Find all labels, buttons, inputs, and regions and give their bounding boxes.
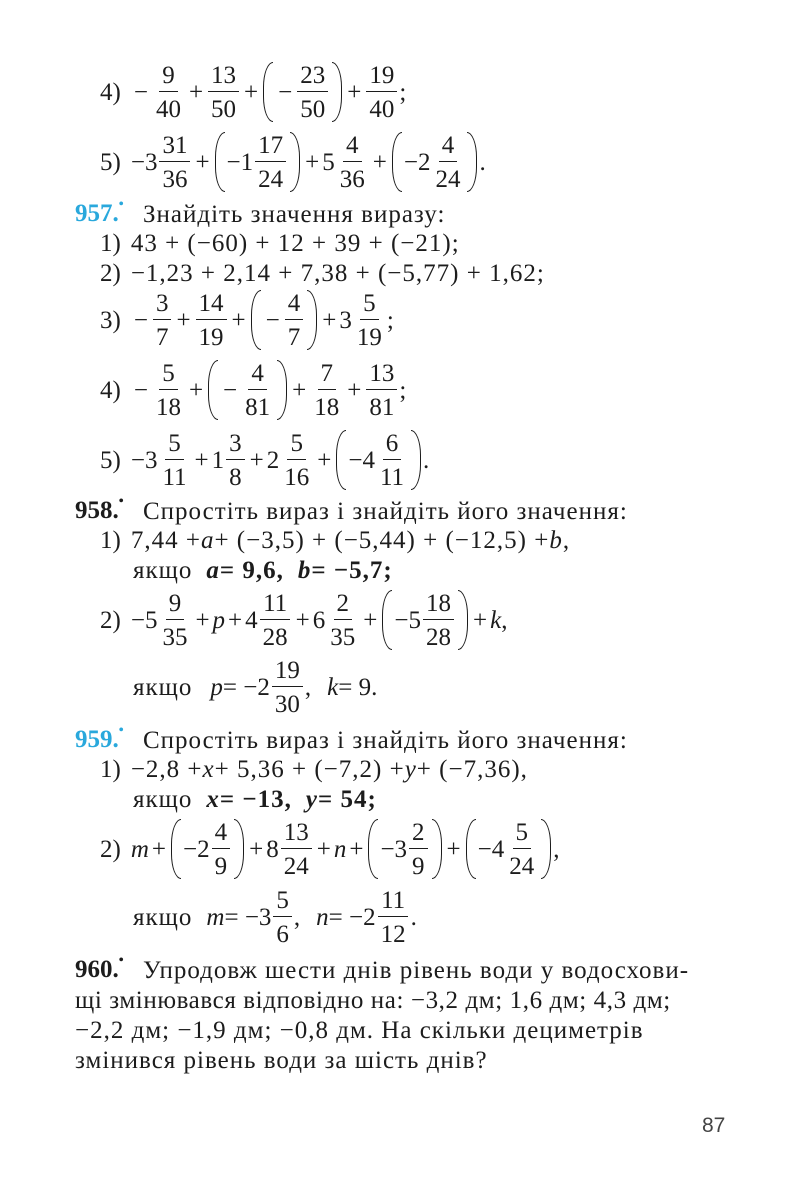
fraction: $\frac{13}{50}$ (208, 63, 239, 122)
item-4: 4) − $\frac{9}{40}$ + $\frac{13}{50}$ + − $\frac{23}{50}$ + $\frac{19}{40}$ ; (100, 61, 407, 123)
problem-957-text: Знайдіть значення виразу: (143, 201, 446, 228)
problem-957-item-5: 5) − 3 $\frac{5}{11}$ + 1 $\frac{3}{8}$ + 2 $\frac{5}{16}$ + − 4 $\frac{6}{11}$ . (100, 429, 430, 491)
problem-number-959: 959.• (75, 722, 124, 753)
problem-number-960: 960.• (75, 952, 124, 983)
problem-959-condition-1: якщо x = −13, y = 54; (133, 786, 377, 813)
page-number: 87 (702, 1114, 726, 1137)
fraction: $\frac{9}{40}$ (155, 61, 181, 123)
problem-958-text: Спростіть вираз і знайдіть його значення: (143, 498, 628, 525)
problem-957-item-2: 2) −1,23 + 2,14 + 7,38 + (−5,77) + 1,62; (100, 260, 545, 287)
problem-958-item-1: 1) 7,44 + a + (−3,5) + (−5,44) + (−12,5) + b , (100, 527, 571, 554)
parenthesis-group: − $\frac{23}{50}$ (263, 62, 342, 122)
problem-957-item-1: 1) 43 + (−60) + 12 + 39 + (−21); (100, 230, 460, 257)
problem-number-958: 958.• (75, 493, 124, 524)
fraction: $\frac{19}{40}$ (366, 63, 397, 122)
problem-959-item-2: 2) m + − 2 $\frac{4}{9}$ + 8 $\frac{13}{24}$ + n + − 3 $\frac{2}{9}$ + − 4 $\frac{5}{24}$ , (100, 818, 560, 880)
problem-957-item-3: 3) − $\frac{3}{7}$ + $\frac{14}{19}$ + − $\frac{4}{7}$ + 3 $\frac{5}{19}$ ; (100, 289, 394, 351)
problem-958-condition-2: якщо p = −2 $\frac{19}{30}$ , k = 9. (133, 657, 378, 718)
problem-959-text: Спростіть вираз і знайдіть його значення: (143, 727, 628, 754)
problem-number-957: 957.• (75, 196, 124, 227)
problem-957-item-4: 4) − $\frac{5}{18}$ + − $\frac{4}{81}$ + $\frac{7}{18}$ + $\frac{13}{81}$ ; (100, 359, 407, 421)
problem-958-condition-1: якщо a = 9,6, b = −5,7; (133, 557, 393, 584)
problem-960-line-3: −2,2 дм; −1,9 дм; −0,8 дм. На скільки дециметрів (75, 1017, 644, 1044)
problem-958-item-2: 2) − 5 $\frac{9}{35}$ + p + 4 $\frac{11}{28}$ + 6 $\frac{2}{35}$ + − 5 $\frac{18}{28}$ + k , (100, 589, 508, 651)
problem-960-line-1: Упродовж шести днів рівень води у водосхови- (143, 957, 690, 984)
problem-960-line-4: змінився рівень води за шість днів? (75, 1047, 488, 1074)
item-5: 5) − 3 $\frac{31}{36}$ + − 1 $\frac{17}{24}$ + 5 $\frac{4}{36}$ + − 2 $\frac{4}{24}$ . (100, 131, 486, 193)
problem-959-condition-2: якщо m = −3 $\frac{5}{6}$ , n = −2 $\frac{11}{12}$ . (133, 887, 417, 948)
problem-960-line-2: щі змінювався відповідно на: −3,2 дм; 1,6 дм; 4,3 дм; (75, 987, 671, 1014)
problem-959-item-1: 1) −2,8 + x + 5,36 + (−7,2) + y + (−7,36), (100, 756, 528, 783)
